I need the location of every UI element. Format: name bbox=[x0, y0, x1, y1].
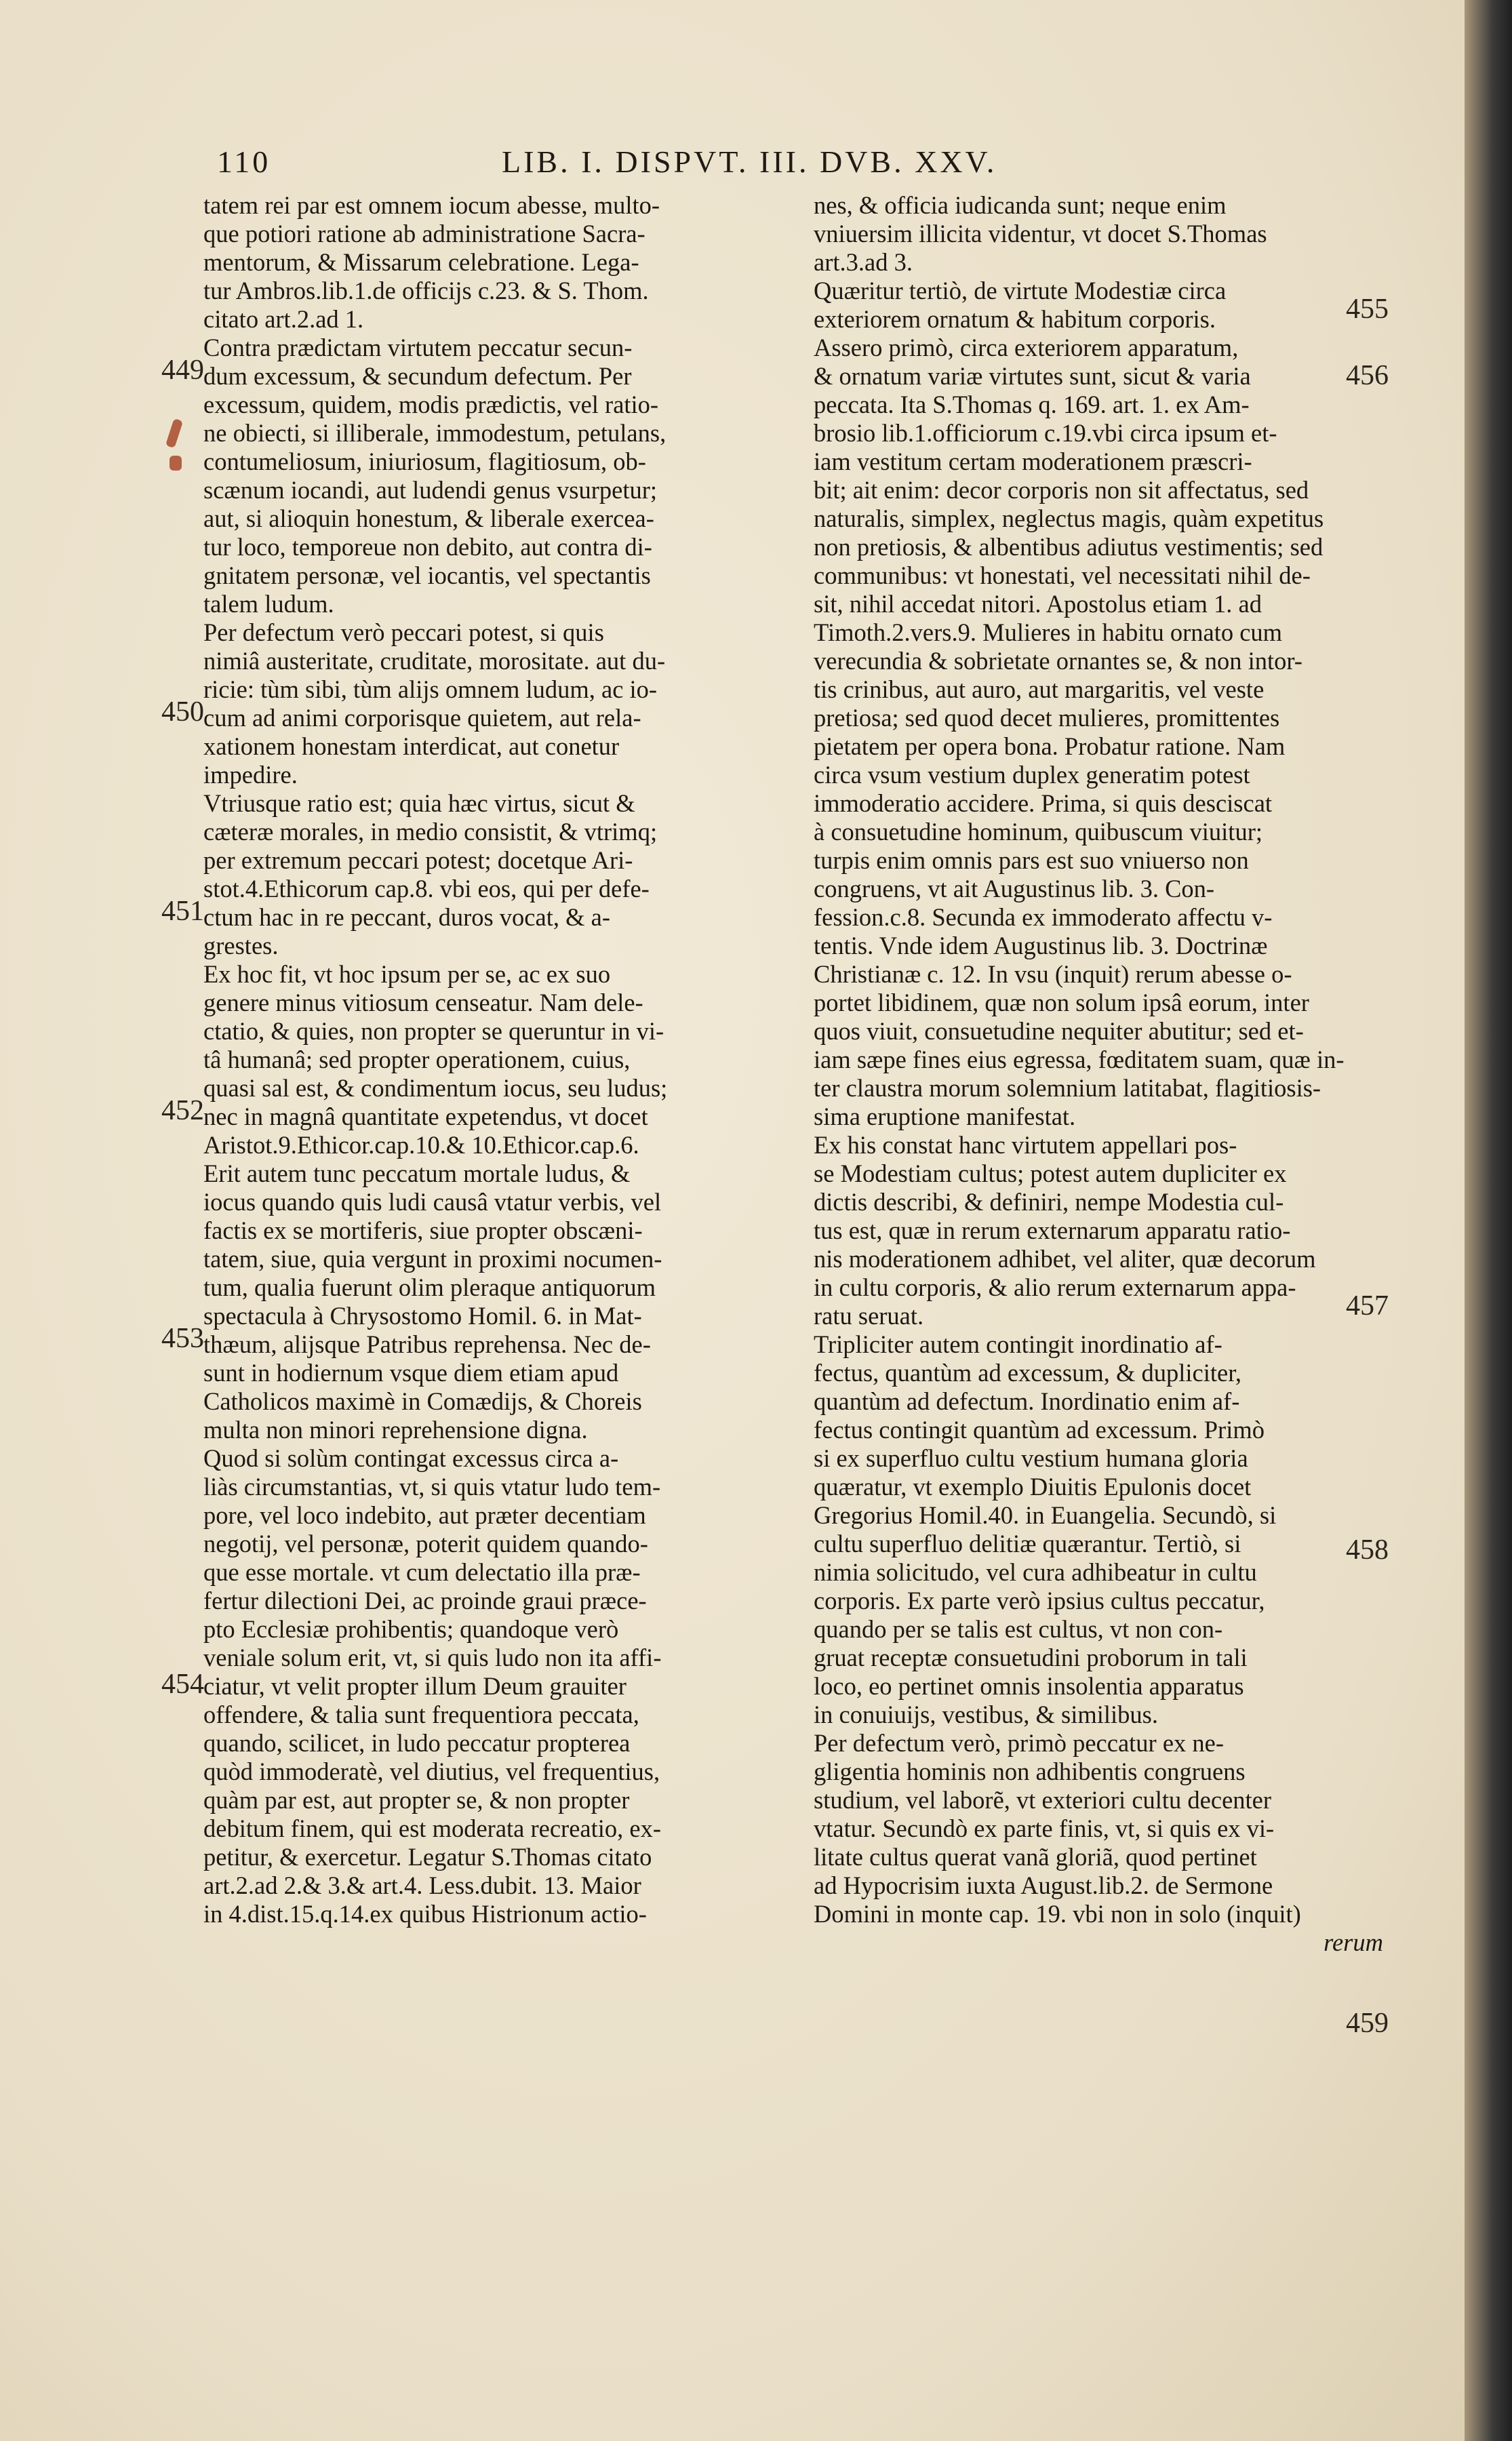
text-line: portet libidinem, quæ non solum ipsâ eorum, inter bbox=[814, 989, 1309, 1016]
text-line: sit, nihil accedat nitori. Apostolus etiam 1. ad bbox=[814, 590, 1262, 618]
text-line: studium, vel laborẽ, vt exteriori cultu decenter bbox=[814, 1786, 1272, 1814]
text-line: scænum iocandi, aut ludendi genus vsurpetur; bbox=[203, 476, 658, 504]
margin-number: 458 bbox=[1346, 1534, 1389, 1566]
text-line: que esse mortale. vt cum delectatio illa præ- bbox=[203, 1558, 641, 1586]
text-line: exteriorem ornatum & habitum corporis. bbox=[814, 305, 1216, 333]
running-title: LIB. I. DISPVT. III. DVB. XXV. bbox=[502, 144, 997, 179]
margin-number: 453 bbox=[161, 1323, 204, 1354]
text-line: litate cultus querat vanã gloriã, quod pertinet bbox=[814, 1843, 1257, 1871]
text-line: Per defectum verò, primò peccatur ex ne- bbox=[814, 1729, 1225, 1757]
text-line: multa non minori reprehensione digna. bbox=[203, 1416, 588, 1444]
catchword: rerum bbox=[1324, 1928, 1383, 1956]
book-spine bbox=[1465, 0, 1512, 2441]
text-line: dictis describi, & definiri, nempe Modestia cul- bbox=[814, 1188, 1284, 1216]
text-line: Quod si solùm contingat excessus circa a- bbox=[203, 1444, 619, 1472]
right-column bbox=[814, 191, 1397, 1957]
text-line: gruat receptæ consuetudini proborum in tali bbox=[814, 1644, 1248, 1671]
text-line: quantùm ad defectum. Inordinatio enim af- bbox=[814, 1387, 1240, 1415]
text-line: tis crinibus, aut auro, aut margaritis, vel veste bbox=[814, 675, 1265, 703]
text-line: tatem, siue, quia vergunt in proximi nocumen- bbox=[203, 1245, 662, 1273]
text-line: iam sæpe fines eius egressa, fœditatem suam, quæ in- bbox=[814, 1046, 1345, 1073]
text-line: verecundia & sobrietate ornantes se, & non intor- bbox=[814, 647, 1302, 675]
text-line: Contra prædictam virtutem peccatur secun- bbox=[203, 334, 633, 361]
text-line: spectacula à Chrysostomo Homil. 6. in Mat- bbox=[203, 1302, 642, 1330]
text-line: liàs circumstantias, vt, si quis vtatur ludo tem- bbox=[203, 1473, 661, 1501]
margin-number: 452 bbox=[161, 1095, 204, 1126]
text-line: xationem honestam interdicat, aut conetur bbox=[203, 732, 620, 760]
text-line: nimiâ austeritate, cruditate, morositate. aut du- bbox=[203, 647, 666, 675]
text-line: & ornatum variæ virtutes sunt, sicut & varia bbox=[814, 362, 1251, 390]
text-line: art.2.ad 2.& 3.& art.4. Less.dubit. 13. Maior bbox=[203, 1871, 641, 1899]
text-line: ad Hypocrisim iuxta August.lib.2. de Sermone bbox=[814, 1871, 1273, 1899]
text-line: nimia solicitudo, vel cura adhibeatur in cultu bbox=[814, 1558, 1257, 1586]
margin-number: 457 bbox=[1346, 1290, 1389, 1322]
text-line: citato art.2.ad 1. bbox=[203, 305, 364, 333]
text-line: Ex hoc fit, vt hoc ipsum per se, ac ex suo bbox=[203, 960, 611, 988]
text-line: que potiori ratione ab administratione Sacra- bbox=[203, 220, 645, 247]
page-number: 110 bbox=[217, 144, 271, 179]
text-line: quòd immoderatè, vel diutius, vel frequentius, bbox=[203, 1758, 660, 1785]
text-line: grestes. bbox=[203, 932, 279, 959]
text-line: quos viuit, consuetudine nequiter abutitur; sed et- bbox=[814, 1017, 1304, 1045]
text-line: quando per se talis est cultus, vt non con- bbox=[814, 1615, 1223, 1643]
text-line: nis moderationem adhibet, vel aliter, quæ decorum bbox=[814, 1245, 1316, 1273]
text-line: in conuiuijs, vestibus, & similibus. bbox=[814, 1701, 1158, 1728]
text-line: gligentia hominis non adhibentis congruens bbox=[814, 1758, 1246, 1785]
text-line: petitur, & exercetur. Legatur S.Thomas citato bbox=[203, 1843, 652, 1871]
text-line: non pretiosis, & albentibus adiutus vestimentis; sed bbox=[814, 533, 1324, 561]
margin-number: 455 bbox=[1346, 294, 1389, 325]
text-line: Catholicos maximè in Comædijs, & Choreis bbox=[203, 1387, 642, 1415]
text-line: per extremum peccari potest; docetque Ari- bbox=[203, 846, 633, 874]
text-line: Christianæ c. 12. In vsu (inquit) rerum abesse o- bbox=[814, 960, 1292, 988]
text-line: sima eruptione manifestat. bbox=[814, 1103, 1076, 1130]
text-line: aut, si alioquin honestum, & liberale exercea- bbox=[203, 504, 654, 532]
text-line: tum, qualia fuerunt olim pleraque antiquorum bbox=[203, 1273, 656, 1301]
text-line: dum excessum, & secundum defectum. Per bbox=[203, 362, 632, 390]
text-line: ctatio, & quies, non propter se queruntur in vi- bbox=[203, 1017, 664, 1045]
text-line: veniale solum erit, vt, si quis ludo non ita affi- bbox=[203, 1644, 662, 1671]
text-line: cum ad animi corporisque quietem, aut rela- bbox=[203, 704, 641, 732]
text-line: Vtriusque ratio est; quia hæc virtus, sicut & bbox=[203, 789, 635, 817]
text-line: ciatur, vt velit propter illum Deum grauiter bbox=[203, 1672, 626, 1700]
text-line: vniuersim illicita videntur, vt docet S.Thomas bbox=[814, 220, 1267, 247]
text-line: congruens, vt ait Augustinus lib. 3. Con- bbox=[814, 875, 1215, 902]
margin-number: 454 bbox=[161, 1669, 204, 1700]
text-line: si ex superfluo cultu vestium humana gloria bbox=[814, 1444, 1248, 1472]
text-line: factis ex se mortiferis, siue propter obscæni- bbox=[203, 1216, 643, 1244]
margin-number: 451 bbox=[161, 896, 204, 927]
ink-stain bbox=[165, 418, 183, 448]
text-line: Ex his constat hanc virtutem appellari pos- bbox=[814, 1131, 1237, 1159]
text-line: nes, & officia iudicanda sunt; neque enim bbox=[814, 191, 1227, 219]
text-line: Aristot.9.Ethicor.cap.10.& 10.Ethicor.cap.6. bbox=[203, 1131, 639, 1159]
text-line: in 4.dist.15.q.14.ex quibus Histrionum actio- bbox=[203, 1900, 647, 1928]
text-line: tatem rei par est omnem iocum abesse, multo- bbox=[203, 191, 660, 219]
text-line: impedire. bbox=[203, 761, 298, 789]
text-line: fectus contingit quantùm ad excessum. Primò bbox=[814, 1416, 1265, 1444]
text-line: cultu superfluo delitiæ quærantur. Tertiò, si bbox=[814, 1530, 1241, 1557]
text-line: immoderatio accidere. Prima, si quis desciscat bbox=[814, 789, 1273, 817]
text-line: quasi sal est, & condimentum iocus, seu ludus; bbox=[203, 1074, 668, 1102]
text-line: Domini in monte cap. 19. vbi non in solo (inquit) bbox=[814, 1900, 1301, 1928]
text-line: Timoth.2.vers.9. Mulieres in habitu ornato cum bbox=[814, 618, 1283, 646]
text-line: debitum finem, qui est moderata recreatio, ex- bbox=[203, 1814, 661, 1842]
text-line: se Modestiam cultus; potest autem dupliciter ex bbox=[814, 1159, 1287, 1187]
text-line: ne obiecti, si illiberale, immodestum, petulans, bbox=[203, 419, 667, 447]
text-line: tentis. Vnde idem Augustinus lib. 3. Doctrinæ bbox=[814, 932, 1268, 959]
text-line: pretiosa; sed quod decet mulieres, promittentes bbox=[814, 704, 1280, 732]
text-line: ctum hac in re peccant, duros vocat, & a- bbox=[203, 903, 610, 931]
text-line: Tripliciter autem contingit inordinatio af- bbox=[814, 1330, 1222, 1358]
margin-number: 456 bbox=[1346, 360, 1389, 391]
margin-number: 450 bbox=[161, 696, 204, 728]
text-line: ricie: tùm sibi, tùm alijs omnem ludum, ac io- bbox=[203, 675, 658, 703]
text-line: stot.4.Ethicorum cap.8. vbi eos, qui per defe- bbox=[203, 875, 650, 902]
text-line: iocus quando quis ludi causâ vtatur verbis, vel bbox=[203, 1188, 662, 1216]
text-line: bit; ait enim: decor corporis non sit affectatus, sed bbox=[814, 476, 1309, 504]
text-line: naturalis, simplex, neglectus magis, quàm expetitus bbox=[814, 504, 1324, 532]
text-line: circa vsum vestium duplex generatim potest bbox=[814, 761, 1250, 789]
text-line: corporis. Ex parte verò ipsius cultus peccatur, bbox=[814, 1587, 1265, 1614]
text-line: gnitatem personæ, vel iocantis, vel spectantis bbox=[203, 561, 651, 589]
text-line: peccata. Ita S.Thomas q. 169. art. 1. ex Am- bbox=[814, 391, 1250, 418]
margin-number: 459 bbox=[1346, 2008, 1389, 2039]
ink-stain bbox=[170, 456, 182, 471]
text-line: Assero primò, circa exteriorem apparatum, bbox=[814, 334, 1239, 361]
text-line: vtatur. Secundò ex parte finis, vt, si quis ex vi- bbox=[814, 1814, 1275, 1842]
text-line: iam vestitum certam moderationem præscri- bbox=[814, 448, 1252, 475]
text-line: genere minus vitiosum censeatur. Nam dele- bbox=[203, 989, 643, 1016]
text-line: contumeliosum, iniuriosum, flagitiosum, ob- bbox=[203, 448, 646, 475]
text-line: turpis enim omnis pars est suo vniuerso non bbox=[814, 846, 1249, 874]
text-line: thæum, alijsque Patribus reprehensa. Nec de- bbox=[203, 1330, 651, 1358]
text-line: sunt in hodiernum vsque diem etiam apud bbox=[203, 1359, 619, 1387]
text-line: tâ humanâ; sed propter operationem, cuius, bbox=[203, 1046, 631, 1073]
text-line: art.3.ad 3. bbox=[814, 248, 913, 276]
left-column bbox=[203, 191, 787, 1928]
text-line: offendere, & talia sunt frequentiora peccata, bbox=[203, 1701, 639, 1728]
text-line: quæratur, vt exemplo Diuitis Epulonis docet bbox=[814, 1473, 1252, 1501]
text-line: Per defectum verò peccari potest, si quis bbox=[203, 618, 604, 646]
text-line: ratu seruat. bbox=[814, 1302, 924, 1330]
text-line: tus est, quæ in rerum externarum apparatu ratio- bbox=[814, 1216, 1291, 1244]
text-line: Erit autem tunc peccatum mortale ludus, & bbox=[203, 1159, 631, 1187]
margin-number: 449 bbox=[161, 355, 204, 386]
text-line: à consuetudine hominum, quibuscum viuitur; bbox=[814, 818, 1262, 846]
text-line: cæteræ morales, in medio consistit, & vtrimq; bbox=[203, 818, 658, 846]
text-line: excessum, quidem, modis prædictis, vel ratio- bbox=[203, 391, 659, 418]
text-line: quando, scilicet, in ludo peccatur propterea bbox=[203, 1729, 631, 1757]
text-line: tur loco, temporeue non debito, aut contra di- bbox=[203, 533, 652, 561]
text-line: mentorum, & Missarum celebratione. Lega- bbox=[203, 248, 639, 276]
text-line: Quæritur tertiò, de virtute Modestiæ circa bbox=[814, 277, 1227, 304]
text-line: pore, vel loco indebito, aut præter decentiam bbox=[203, 1501, 646, 1529]
text-line: fertur dilectioni Dei, ac proinde graui præce- bbox=[203, 1587, 647, 1614]
text-line: tur Ambros.lib.1.de officijs c.23. & S. Thom. bbox=[203, 277, 649, 304]
text-line: pto Ecclesiæ prohibentis; quandoque verò bbox=[203, 1615, 619, 1643]
text-line: negotij, vel personæ, poterit quidem quando- bbox=[203, 1530, 648, 1557]
text-line: brosio lib.1.officiorum c.19.vbi circa ipsum et- bbox=[814, 419, 1277, 447]
text-line: communibus: vt honestati, vel necessitati nihil de- bbox=[814, 561, 1311, 589]
text-line: pietatem per opera bona. Probatur ratione. Nam bbox=[814, 732, 1286, 760]
page-header bbox=[217, 144, 1424, 184]
text-line: in cultu corporis, & alio rerum externarum appa- bbox=[814, 1273, 1296, 1301]
text-line: quàm par est, aut propter se, & non propter bbox=[203, 1786, 630, 1814]
text-line: fession.c.8. Secunda ex immoderato affectu v- bbox=[814, 903, 1273, 931]
text-line: talem ludum. bbox=[203, 590, 334, 618]
text-line: Gregorius Homil.40. in Euangelia. Secundò, si bbox=[814, 1501, 1277, 1529]
text-line: nec in magnâ quantitate expetendus, vt docet bbox=[203, 1103, 648, 1130]
text-line: ter claustra morum solemnium latitabat, flagitiosis- bbox=[814, 1074, 1321, 1102]
text-line: fectus, quantùm ad excessum, & dupliciter, bbox=[814, 1359, 1242, 1387]
text-line: loco, eo pertinet omnis insolentia apparatus bbox=[814, 1672, 1244, 1700]
